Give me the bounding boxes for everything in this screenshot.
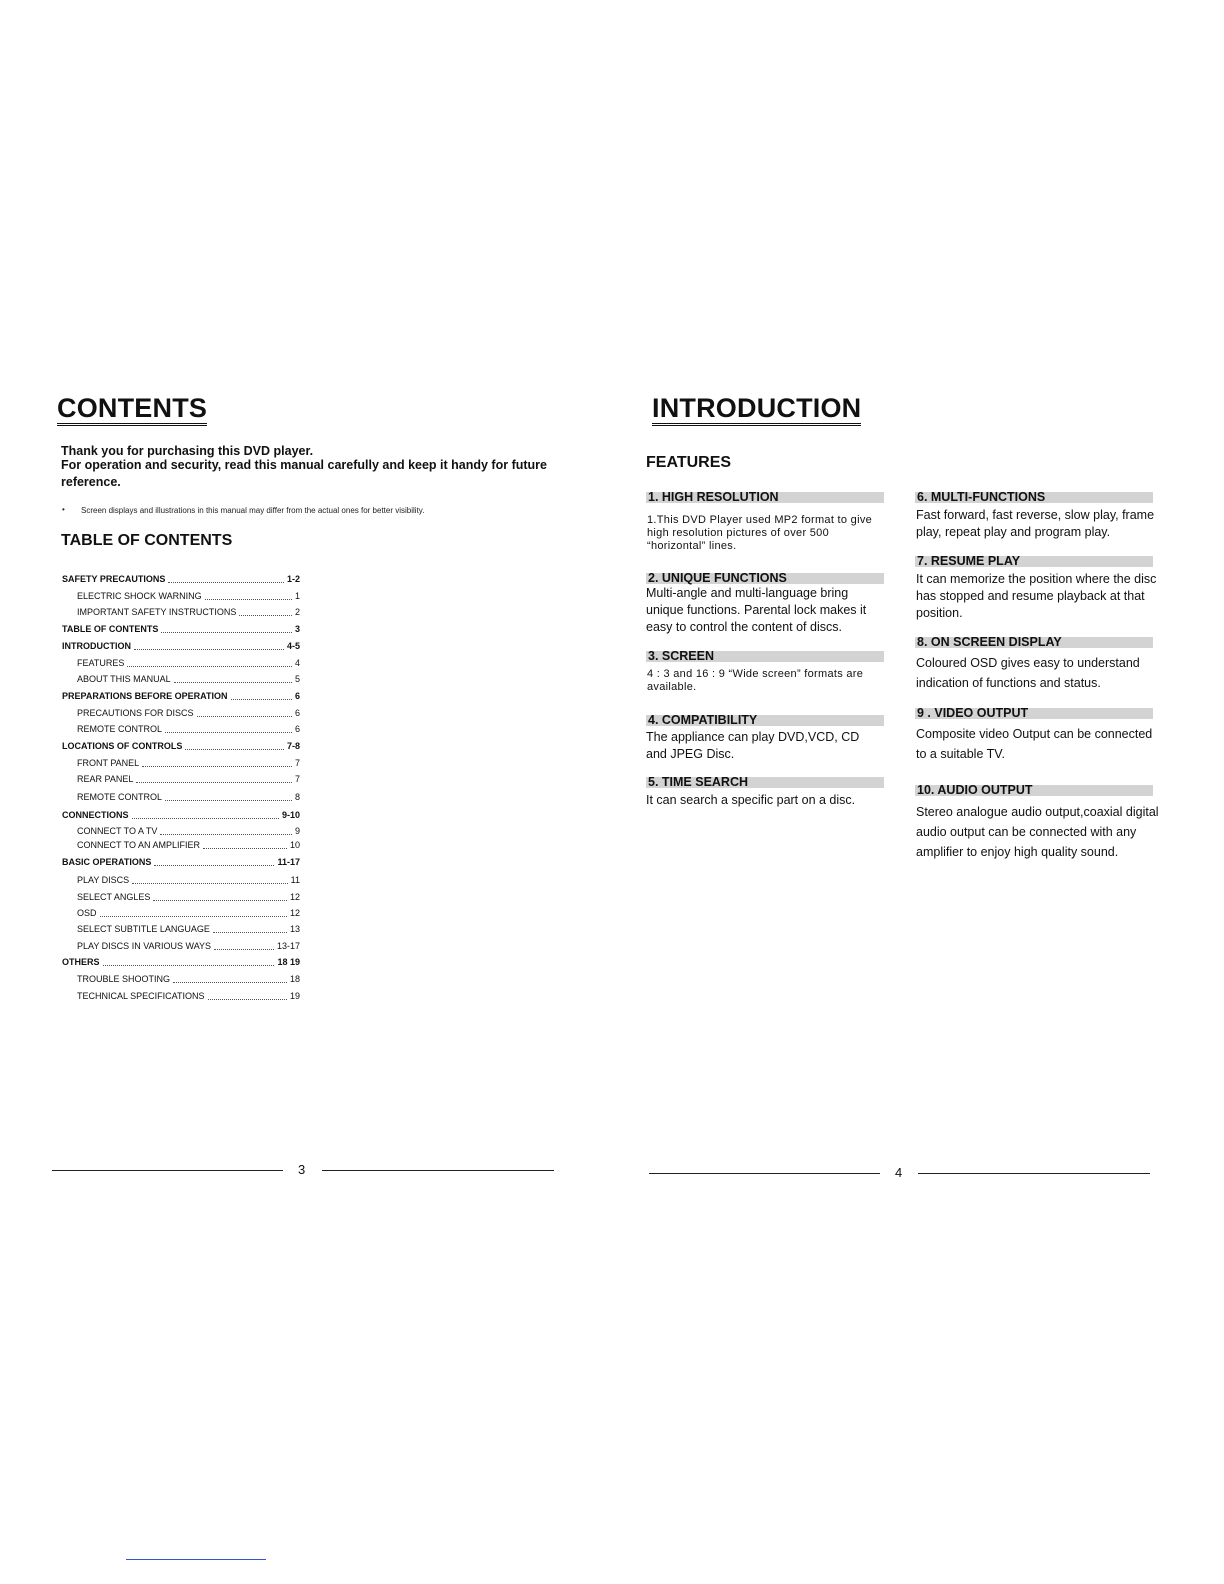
toc-entry-label: IMPORTANT SAFETY INSTRUCTIONS [77,607,237,617]
toc-entry-page: 11 [290,875,300,885]
toc-entry [62,574,300,585]
feature-10-title: 10. AUDIO OUTPUT [915,785,1153,796]
toc-entry-label: PLAY DISCS [77,875,130,885]
toc-entry-label: FEATURES [77,658,125,668]
toc-entry-label: ABOUT THIS MANUAL [77,674,171,684]
feature-8-title: 8. ON SCREEN DISPLAY [915,637,1153,648]
toc-leader-dots [103,964,275,966]
toc-entry [77,658,300,669]
features-title: FEATURES [646,454,732,471]
footer-rule-left-b [322,1170,554,1171]
toc-entry-page: 12 [289,892,300,902]
toc-entry-page: 6 [294,724,300,734]
toc-entry-page: 1 [294,591,300,601]
toc-entry [77,974,300,985]
toc-entry-label: TROUBLE SHOOTING [77,974,171,984]
toc-entry-page: 4 [294,658,300,668]
toc-entry-label: OTHERS [62,957,100,967]
footer-rule-right-a [649,1173,880,1174]
toc-entry [77,792,300,803]
toc-leader-dots [154,864,274,866]
toc-leader-dots [161,631,292,633]
page-number-right: 4 [895,1165,903,1180]
toc-entry-page: 2 [294,607,300,617]
toc-entry [77,591,300,602]
feature-7-title: 7. RESUME PLAY [915,556,1153,567]
toc-entry [77,892,300,903]
feature-5-title: 5. TIME SEARCH [646,777,884,788]
feature-6-text: Fast forward, fast reverse, slow play, frame play, repeat play and program play. [916,508,1155,539]
toc-leader-dots [100,915,287,917]
toc-entry-label: SELECT SUBTITLE LANGUAGE [77,924,210,934]
toc-leader-dots [142,765,292,767]
toc-entry-label: INTRODUCTION [62,641,131,651]
toc-entry [77,941,300,952]
toc-entry-label: LOCATIONS OF CONTROLS [62,741,183,751]
toc-entry-page: 12 [289,908,300,918]
feature-8-text: Coloured OSD gives easy to understand indication of functions and status. [916,656,1140,690]
toc-entry-page: 18 [289,974,300,984]
toc-entry-page: 13 [289,924,300,934]
toc-leader-dots [165,731,292,733]
feature-1-title: 1. HIGH RESOLUTION [646,492,884,503]
feature-3-text: 4 : 3 and 16 : 9 “Wide screen” formats are available. [647,668,864,693]
toc-leader-dots [197,715,292,717]
feature-7-text: It can memorize the position where the disc has stopped and resume playback at that position. [916,572,1157,620]
toc-entry-label: TECHNICAL SPECIFICATIONS [77,991,205,1001]
toc-entry [77,875,300,886]
toc-entry-label: SAFETY PRECAUTIONS [62,574,166,584]
toc-entry-page: 11-17 [277,857,300,867]
toc-entry-label: CONNECTIONS [62,810,129,820]
toc-leader-dots [239,614,292,616]
toc-entry-page: 6 [294,691,300,701]
toc-entry-page: 8 [294,792,300,802]
toc-leader-dots [132,817,279,819]
toc-leader-dots [203,847,287,849]
toc-entry [77,724,300,735]
toc-entry-label: REAR PANEL [77,774,134,784]
toc-leader-dots [136,781,292,783]
toc-leader-dots [214,948,274,950]
toc-entry-page: 18 19 [277,957,300,967]
feature-4-title: 4. COMPATIBILITY [646,715,884,726]
contents-heading: CONTENTS [57,394,207,426]
feature-6-title: 6. MULTI-FUNCTIONS [915,492,1153,503]
page-number-left: 3 [298,1162,306,1177]
toc-title: TABLE OF CONTENTS [61,532,233,549]
toc-leader-dots [165,799,292,801]
toc-entry [62,691,300,702]
toc-leader-dots [134,648,284,650]
toc-entry-label: FRONT PANEL [77,758,140,768]
toc-entry [77,607,300,618]
toc-entry-page: 9 [294,826,300,836]
toc-entry [77,708,300,719]
note-bullet: • [62,505,65,514]
footer-rule-left-a [52,1170,283,1171]
toc-leader-dots [153,899,287,901]
intro-line-3: reference. [61,475,121,489]
toc-entry-label: REMOTE CONTROL [77,792,163,802]
feature-3-title: 3. SCREEN [646,651,884,662]
toc-entry [62,857,300,868]
intro-line-1: Thank you for purchasing this DVD player. [61,444,314,458]
toc-entry [62,741,300,752]
toc-entry-label: REMOTE CONTROL [77,724,163,734]
toc-entry-page: 10 [289,840,300,850]
introduction-heading: INTRODUCTION [652,394,861,426]
toc-entry [77,908,300,919]
toc-leader-dots [173,981,287,983]
toc-leader-dots [208,998,287,1000]
toc-entry-page: 5 [294,674,300,684]
toc-leader-dots [213,931,287,933]
toc-entry [77,924,300,935]
toc-entry [77,774,300,785]
toc-entry [77,826,300,837]
feature-9-title: 9 . VIDEO OUTPUT [915,708,1153,719]
toc-leader-dots [132,882,287,884]
footer-rule-right-b [918,1173,1150,1174]
intro-line-2: For operation and security, read this manual carefully and keep it handy for future [61,458,547,472]
toc-entry [77,674,300,685]
toc-entry [77,840,300,851]
toc-leader-dots [168,581,284,583]
toc-entry-label: OSD [77,908,97,918]
toc-entry [77,991,300,1002]
toc-entry-label: ELECTRIC SHOCK WARNING [77,591,202,601]
toc-entry-page: 7 [294,774,300,784]
toc-entry [62,624,300,635]
toc-entry-page: 3 [294,624,300,634]
toc-leader-dots [231,698,292,700]
toc-entry-page: 6 [294,708,300,718]
feature-9-text: Composite video Output can be connected to a suitable TV. [916,727,1153,761]
visibility-note: Screen displays and illustrations in this manual may differ from the actual ones for better visibility. [81,506,425,515]
toc-entry-page: 7-8 [286,741,300,751]
toc-entry [77,758,300,769]
feature-2-text: Multi-angle and multi-language bring unique functions. Parental lock makes it easy to control the content of discs. [646,586,867,634]
toc-entry-page: 19 [289,991,300,1001]
toc-entry-page: 7 [294,758,300,768]
toc-entry [62,810,300,821]
toc-entry-page: 4-5 [286,641,300,651]
feature-2-title: 2. UNIQUE FUNCTIONS [646,573,884,584]
toc-entry [62,957,300,968]
feature-1-text: 1.This DVD Player used MP2 format to give high resolution pictures of over 500 “horizontal” lines. [647,514,873,552]
toc-leader-dots [174,681,292,683]
toc-entry [62,641,300,652]
toc-entry-label: PRECAUTIONS FOR DISCS [77,708,194,718]
toc-entry-label: PLAY DISCS IN VARIOUS WAYS [77,941,212,951]
toc-leader-dots [185,748,284,750]
toc-entry-label: PREPARATIONS BEFORE OPERATION [62,691,228,701]
toc-entry-label: BASIC OPERATIONS [62,857,152,867]
toc-entry-label: CONNECT TO A TV [77,826,158,836]
feature-10-text: Stereo analogue audio output,coaxial digital audio output can be connected with any amplifier to enjoy high quality sound. [916,805,1159,859]
toc-entry-label: TABLE OF CONTENTS [62,624,159,634]
toc-leader-dots [160,833,292,835]
toc-leader-dots [205,598,292,600]
bottom-link-underline [126,1559,266,1560]
toc-entry-label: SELECT ANGLES [77,892,151,902]
toc-entry-page: 9-10 [281,810,300,820]
toc-leader-dots [127,665,292,667]
toc-entry-page: 13-17 [276,941,300,951]
feature-4-text: The appliance can play DVD,VCD, CD and JPEG Disc. [646,730,860,761]
feature-5-text: It can search a specific part on a disc. [646,793,856,807]
toc-entry-page: 1-2 [286,574,300,584]
toc-entry-label: CONNECT TO AN AMPLIFIER [77,840,201,850]
